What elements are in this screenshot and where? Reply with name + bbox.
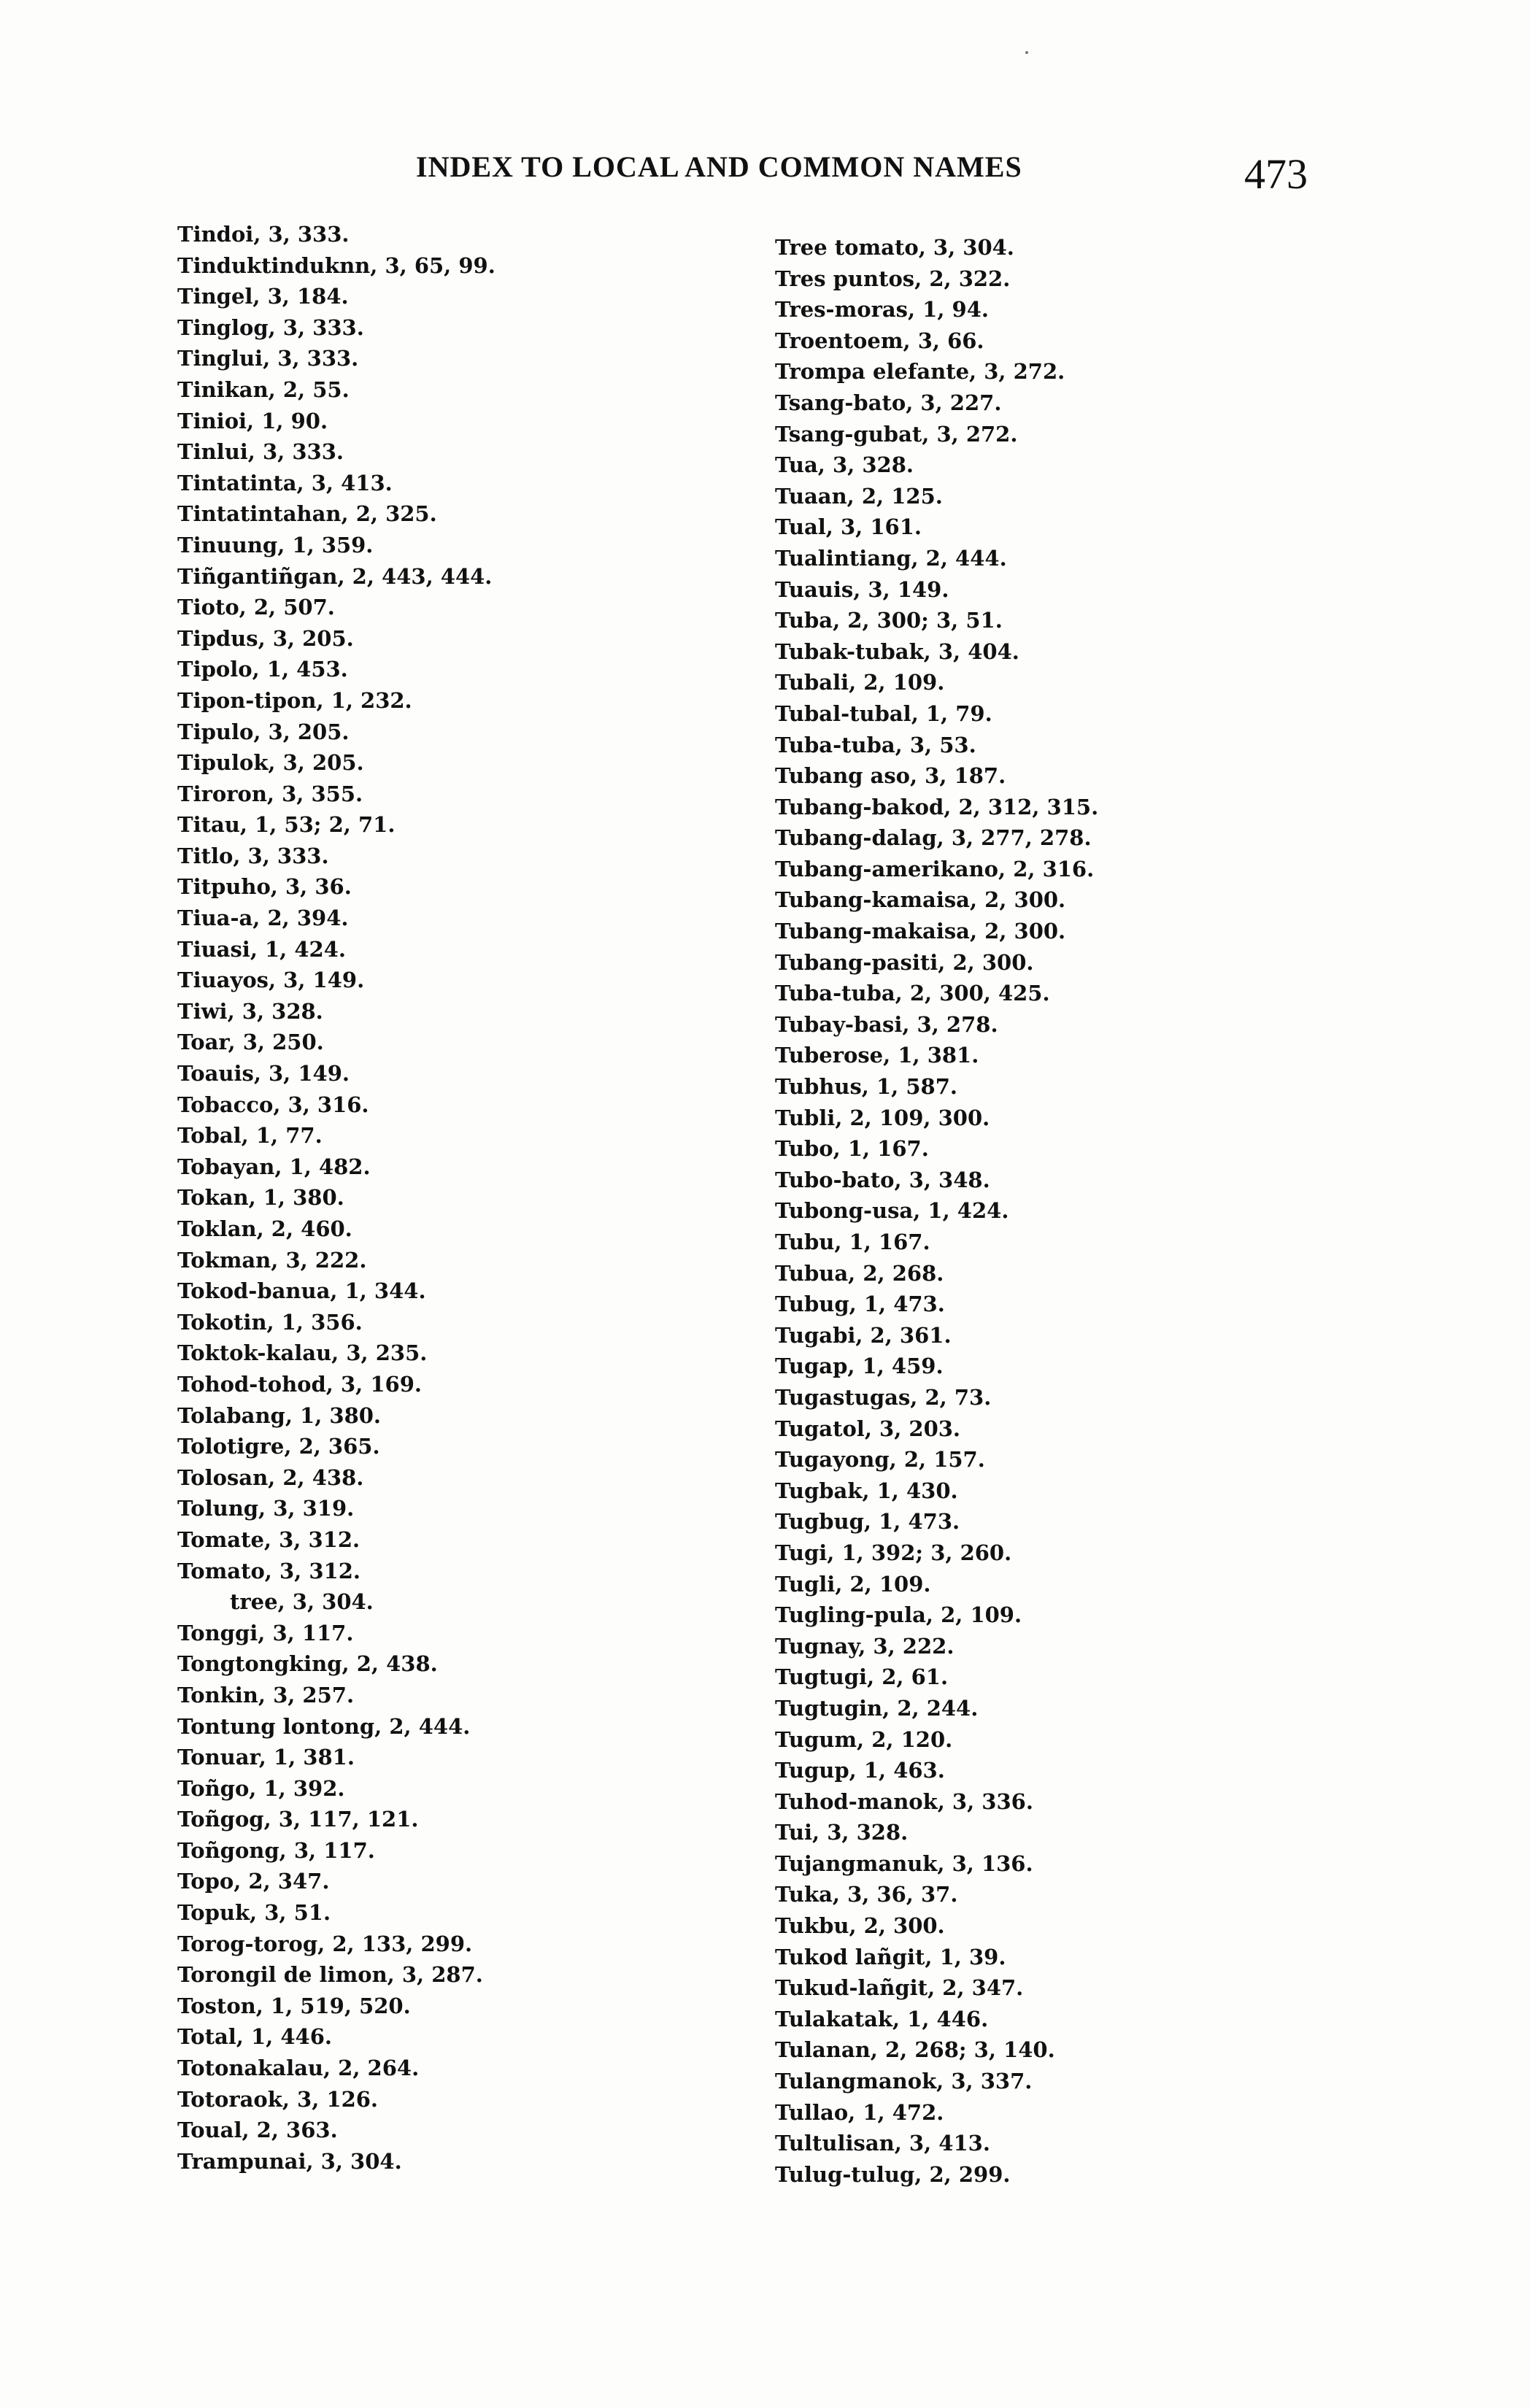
index-entry: Titau, 1, 53; 2, 71.: [177, 812, 396, 838]
index-entry: Tinglui, 3, 333.: [177, 346, 359, 371]
index-entry: Tubang-pasiti, 2, 300.: [775, 949, 1034, 975]
index-entry: Tonkin, 3, 257.: [177, 1682, 355, 1707]
index-entry: Tuba, 2, 300; 3, 51.: [775, 608, 1003, 633]
index-entry: Tugabi, 2, 361.: [775, 1322, 952, 1348]
index-entry: Tuauis, 3, 149.: [775, 576, 949, 602]
index-entry: Tomate, 3, 312.: [177, 1527, 360, 1552]
right-index-column: [775, 232, 1098, 2190]
index-entry: Troentoem, 3, 66.: [775, 328, 984, 353]
index-entry: Tolosan, 2, 438.: [177, 1465, 364, 1490]
index-entry: Tubang-makaisa, 2, 300.: [775, 919, 1066, 944]
index-entry: Tugbak, 1, 430.: [775, 1478, 958, 1503]
index-entry: Tipon-tipon, 1, 232.: [177, 687, 412, 713]
index-entry: Toual, 2, 363.: [177, 2118, 338, 2143]
index-entry: Tukbu, 2, 300.: [775, 1913, 945, 1939]
index-entry: Tokotin, 1, 356.: [177, 1309, 363, 1335]
index-entry: Tujangmanuk, 3, 136.: [775, 1851, 1033, 1876]
index-entry: Tintatinta, 3, 413.: [177, 470, 393, 495]
index-entry: Tintatintahan, 2, 325.: [177, 501, 437, 527]
index-entry: Tua, 3, 328.: [775, 452, 914, 478]
index-entry: Tiroron, 3, 355.: [177, 781, 363, 806]
index-entry: Tingel, 3, 184.: [177, 284, 349, 309]
index-entry: Tuberose, 1, 381.: [775, 1043, 979, 1068]
index-entry: Topo, 2, 347.: [177, 1869, 330, 1894]
index-entry: Torog-torog, 2, 133, 299.: [177, 1931, 473, 1956]
index-entry: Tiuayos, 3, 149.: [177, 968, 365, 993]
index-entry: Tioto, 2, 507.: [177, 595, 335, 620]
index-entry: Tsang-gubat, 3, 272.: [775, 421, 1018, 447]
index-entry: Tinglog, 3, 333.: [177, 314, 364, 340]
index-entry: Tugayong, 2, 157.: [775, 1447, 985, 1473]
index-entry: Trompa elefante, 3, 272.: [775, 359, 1065, 385]
index-entry: Tulug-tulug, 2, 299.: [775, 2161, 1011, 2187]
index-entry: Tugbug, 1, 473.: [775, 1509, 960, 1535]
index-entry: Tultulisan, 3, 413.: [775, 2131, 990, 2156]
index-entry: Tiua-a, 2, 394.: [177, 906, 349, 931]
index-entry: Tiñgantiñgan, 2, 443, 444.: [177, 563, 493, 589]
index-entry: Tokman, 3, 222.: [177, 1247, 367, 1273]
index-entry: Tubhus, 1, 587.: [775, 1074, 957, 1100]
index-entry: Tubali, 2, 109.: [775, 670, 945, 695]
index-entry: Toklan, 2, 460.: [177, 1216, 352, 1241]
index-entry: Toston, 1, 519, 520.: [177, 1993, 411, 2018]
index-entry: Totoraok, 3, 126.: [177, 2086, 379, 2112]
index-entry: Toñgog, 3, 117, 121.: [177, 1807, 419, 1832]
index-entry: Tomato, 3, 312.: [177, 1558, 361, 1583]
index-entry: Trampunai, 3, 304.: [177, 2148, 402, 2174]
index-entry: Tugnay, 3, 222.: [775, 1633, 955, 1659]
index-entry: Tullao, 1, 472.: [775, 2099, 944, 2125]
index-entry: Tuba-tuba, 2, 300, 425.: [775, 981, 1050, 1006]
index-entry: Tugi, 1, 392; 3, 260.: [775, 1540, 1012, 1565]
index-entry: Tual, 3, 161.: [775, 514, 922, 540]
scan-speck: [1025, 51, 1028, 54]
index-entry: Tuaan, 2, 125.: [775, 483, 943, 509]
index-entry: Tipulo, 3, 205.: [177, 719, 350, 744]
index-entry: Tiwi, 3, 328.: [177, 998, 323, 1024]
index-entry: Tolung, 3, 319.: [177, 1496, 355, 1521]
index-entry: Tubang-amerikano, 2, 316.: [775, 856, 1095, 881]
index-entry: Tubang-dalag, 3, 277, 278.: [775, 825, 1092, 851]
index-entry: Tugap, 1, 459.: [775, 1354, 944, 1379]
index-entry: Tres-moras, 1, 94.: [775, 297, 990, 323]
index-entry: Totonakalau, 2, 264.: [177, 2056, 420, 2081]
index-subentry: tree, 3, 304.: [230, 1589, 374, 1615]
index-entry: Tobal, 1, 77.: [177, 1123, 323, 1149]
index-entry: Tsang-bato, 3, 227.: [775, 390, 1002, 415]
index-entry: Tualintiang, 2, 444.: [775, 545, 1007, 571]
index-entry: Tindoi, 3, 333.: [177, 222, 350, 247]
index-entry: Tugatol, 3, 203.: [775, 1416, 961, 1441]
index-entry: Tree tomato, 3, 304.: [775, 235, 1014, 260]
index-entry: Tokod-banua, 1, 344.: [177, 1278, 426, 1304]
index-entry: Tubak-tubak, 3, 404.: [775, 638, 1019, 664]
index-entry: Tipolo, 1, 453.: [177, 657, 348, 682]
index-entry: Tuhod-manok, 3, 336.: [775, 1788, 1033, 1814]
index-entry: Total, 1, 446.: [177, 2024, 332, 2050]
index-entry: Tubo-bato, 3, 348.: [775, 1167, 990, 1192]
index-entry: Tres puntos, 2, 322.: [775, 266, 1011, 291]
index-entry: Tolotigre, 2, 365.: [177, 1434, 380, 1459]
index-entry: Torongil de limon, 3, 287.: [177, 1962, 483, 1988]
index-entry: Titlo, 3, 333.: [177, 843, 329, 868]
index-entry: Tobayan, 1, 482.: [177, 1154, 371, 1179]
index-entry: Tugli, 2, 109.: [775, 1571, 931, 1597]
index-entry: Tubong-usa, 1, 424.: [775, 1198, 1009, 1224]
index-entry: Tohod-tohod, 3, 169.: [177, 1371, 422, 1397]
index-entry: Tubug, 1, 473.: [775, 1292, 945, 1317]
index-entry: Tipulok, 3, 205.: [177, 750, 364, 776]
index-entry: Tinikan, 2, 55.: [177, 377, 350, 402]
index-entry: Tuka, 3, 36, 37.: [775, 1882, 958, 1907]
index-entry: Topuk, 3, 51.: [177, 1900, 331, 1926]
index-entry: Tobacco, 3, 316.: [177, 1092, 369, 1117]
index-entry: Tui, 3, 328.: [775, 1820, 909, 1845]
index-entry: Tonggi, 3, 117.: [177, 1620, 354, 1645]
index-entry: Tugling-pula, 2, 109.: [775, 1602, 1022, 1628]
index-entry: Tubli, 2, 109, 300.: [775, 1105, 990, 1130]
index-entry: Tubang-bakod, 2, 312, 315.: [775, 794, 1099, 819]
index-entry: Tinuung, 1, 359.: [177, 532, 374, 557]
index-entry: Tugtugin, 2, 244.: [775, 1695, 979, 1721]
index-entry: Tinioi, 1, 90.: [177, 408, 328, 433]
index-entry: Tulanan, 2, 268; 3, 140.: [775, 2037, 1055, 2063]
index-entry: Toar, 3, 250.: [177, 1030, 324, 1055]
index-entry: Tubang-kamaisa, 2, 300.: [775, 887, 1066, 913]
index-entry: Tubang aso, 3, 187.: [775, 763, 1006, 789]
running-head: INDEX TO LOCAL AND COMMON NAMES: [416, 150, 1022, 183]
index-entry: Tugum, 2, 120.: [775, 1726, 953, 1752]
index-entry: Tubo, 1, 167.: [775, 1136, 929, 1162]
index-entry: Tuba-tuba, 3, 53.: [775, 732, 976, 757]
index-entry: Tipdus, 3, 205.: [177, 625, 354, 651]
index-entry: Tubal-tubal, 1, 79.: [775, 701, 992, 726]
index-entry: Tulangmanok, 3, 337.: [775, 2069, 1033, 2094]
index-entry: Tugastugas, 2, 73.: [775, 1384, 992, 1410]
index-entry: Tugtugi, 2, 61.: [775, 1664, 949, 1690]
index-entry: Toñgong, 3, 117.: [177, 1837, 375, 1863]
index-entry: Tonuar, 1, 381.: [177, 1745, 355, 1770]
index-entry: Tubu, 1, 167.: [775, 1230, 930, 1254]
index-entry: Tontung lontong, 2, 444.: [177, 1713, 471, 1739]
page-number: 473: [1244, 150, 1308, 198]
index-entry: Tokan, 1, 380.: [177, 1185, 344, 1211]
left-index-column: [177, 219, 495, 2177]
index-entry: Tulakatak, 1, 446.: [775, 2006, 989, 2031]
index-entry: Tongtongking, 2, 438.: [177, 1651, 438, 1677]
index-entry: Tubua, 2, 268.: [775, 1260, 944, 1286]
index-entry: Toauis, 3, 149.: [177, 1061, 350, 1087]
index-entry: Tinduktinduknn, 3, 65, 99.: [177, 252, 495, 278]
index-entry: Tukud-lañgit, 2, 347.: [775, 1975, 1024, 2001]
index-entry: Tiuasi, 1, 424.: [177, 936, 347, 962]
index-entry: Tolabang, 1, 380.: [177, 1402, 382, 1428]
index-entry: Toñgo, 1, 392.: [177, 1775, 345, 1801]
index-entry: Tubay-basi, 3, 278.: [775, 1011, 998, 1037]
index-entry: Toktok-kalau, 3, 235.: [177, 1340, 428, 1366]
index-entry: Tinlui, 3, 333.: [177, 439, 344, 465]
index-entry: Tukod lañgit, 1, 39.: [775, 1944, 1006, 1969]
index-entry: Titpuho, 3, 36.: [177, 874, 352, 900]
index-entry: Tugup, 1, 463.: [775, 1758, 945, 1783]
